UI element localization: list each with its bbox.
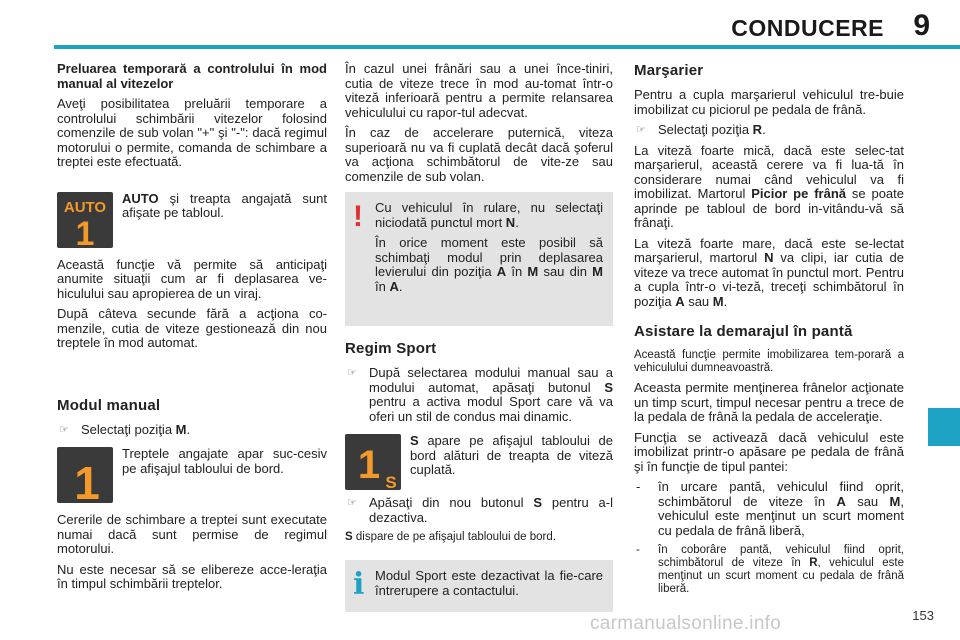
paragraph: În cazul unei frânări sau a unei înce-tiniri, cutia de viteze trece în mod au-tomat într-o viteză inferioară pentru a permite relansarea vehiculului cu rapor-tul adecvat. [345,61,613,120]
paragraph: Aveţi posibilitatea preluării temporare a controlului schimbării vitezelor folosind comenzile de sub volan "+" şi "-": dacă regimul motorului o permite, comanda de schimbare a treptei este efectuată. [57,96,327,169]
hill-intro: Această funcţie permite imobilizarea tem-porară a vehiculului dumneavoastră. [634,349,904,374]
pointing-finger-icon: ☞ [347,367,357,379]
sport-display-row [345,434,613,490]
paragraph: În caz de accelerare puternică, viteza superioară nu va fi cuplată decât dacă şoferul va acţiona schimbătorul de vite-ze sau comenzile de sub volan. [345,125,613,184]
paragraph: Nu este necesar să se elibereze acce-leraţia în timpul schimbării treptelor. [57,561,327,591]
sport-disappears-note: S dispare de pe afişajul tabloului de bord. [345,531,556,543]
auto-description: şi treapta angajată sunt afişate pe tabloul. [122,190,327,220]
chapter-title: CONDUCERE [731,15,884,41]
paragraph: Această funcţie vă permite să anticipaţi anumite situaţii cum ar fi deplasarea ve-hiculului sau apropierea de un viraj. [57,256,327,301]
auto-gear-display-icon [57,192,113,248]
column-3 [634,62,904,602]
info-text: Modul Sport este dezactivat la fie-care întrerupere a contactului. [375,568,603,598]
chapter-side-tab [928,408,960,446]
hill-uphill-item: - în urcare pantă, vehiculul fiind oprit, schimbătorul de viteze în A sau M, vehiculul este menţinut un scurt moment cu pedala de frână liberă, [636,479,904,538]
manual-icon-digit: 1 [74,457,100,503]
sport-deactivate-bullet: ☞ Apăsaţi din nou butonul S pentru a-l dezactiva. [347,495,613,525]
paragraph: La viteză foarte mare, dacă este se-lectat marşarierul, martorul N va clipi, iar cutia de viteze va trece automat în punctul mort. Pentru a cupla într-o vi-teză, treceţi schimbătorul în poziţia A sau M. [634,235,904,309]
manual-gear-display-icon [57,447,113,503]
hill-downhill-item: - în coborâre pantă, vehiculul fiind oprit, schimbătorul de viteze în R, vehiculul este menţinut un scurt moment cu pedala de frână liberă. [636,544,904,595]
auto-display-row [57,192,327,248]
pointing-finger-icon: ☞ [636,124,646,136]
watermark: carmanualsonline.info [590,613,782,634]
section-heading-reverse: Marşarier [634,62,704,79]
auto-display-text [122,192,327,221]
sport-gear-display-icon [345,434,401,490]
section-heading-sport: Regim Sport [345,340,437,357]
paragraph: Pentru a cupla marşarierul vehiculul tre-buie imobilizat cu piciorul pe pedala de frână. [634,87,904,117]
manual-select-bullet: ☞ Selectaţi poziţia M. [59,421,191,437]
info-note [345,560,613,612]
column-1 [57,62,327,598]
reverse-select-bullet: ☞ Selectaţi poziţia R. [636,122,766,137]
auto-icon-label: AUTO [63,198,107,216]
sport-icon-letter: S [385,473,397,490]
sport-display-text: S apare pe afişajul tabloului de bord alături de treapta de viteză cuplată. [410,433,613,477]
page-number: 153 [912,608,934,623]
exclamation-icon: ! [353,200,363,233]
pointing-finger-icon: ☞ [347,497,357,509]
paragraph: Funcţia se activează dacă vehiculul este imobilizat printr-o apăsare pe pedala de frână şi în funcţie de tipul pantei: [634,429,904,474]
manual-display-row [57,447,327,503]
manual-display-text: Treptele angajate apar suc-cesiv pe afişajul tabloului de bord. [122,446,327,476]
auto-keyword: AUTO [122,190,159,206]
header-rule [54,45,960,49]
pointing-finger-icon: ☞ [59,423,69,436]
warning-note [345,192,613,326]
paragraph: Aceasta permite menţinerea frânelor acţionate un timp scurt, timpul necesar pentru a trece de la pedala de frână la pedala de acceleraţie. [634,380,904,424]
paragraph: La viteză foarte mică, dacă este selec-tat marşarierul, această cerere va fi lua-tă în considerare numai când vehiculul va fi imobilizat. Martorul Picior pe frână se poate aprinde pe tabloul de bord in-vitându-vă să frânaţi. [634,142,904,230]
section-heading-temporary-manual: Preluarea temporară a controlului în mod manual al vitezelor [57,61,327,91]
warning-text: Cu vehiculul în rulare, nu selectaţi niciodată punctul mort N. [375,200,603,230]
warning-text: În orice moment este posibil să schimbaţi modul prin deplasarea levierului din poziţia A în M sau din M în A. [375,235,603,294]
sport-activate-bullet: ☞ După selectarea modului manual sau a modului automat, apăsaţi butonul S pentru a activa modul Sport care vă va oferi un stil de condus mai dinamic. [347,365,613,424]
column-2 [345,62,613,626]
paragraph: Cererile de schimbare a treptei sunt executate numai dacă sunt permise de regimul motorului. [57,512,327,556]
sport-icon-digit: 1 [357,443,381,487]
auto-icon-digit: 1 [75,214,95,248]
page-header [0,0,960,52]
paragraph: După câteva secunde fără a acţiona co-menzile, cutia de viteze gestionează din nou treptele în mod automat. [57,306,327,350]
chapter-number: 9 [913,9,930,42]
section-heading-manual-mode: Modul manual [57,396,161,414]
info-icon: i [353,567,365,602]
section-heading-hill-assist: Asistare la demarajul în pantă [634,323,853,340]
